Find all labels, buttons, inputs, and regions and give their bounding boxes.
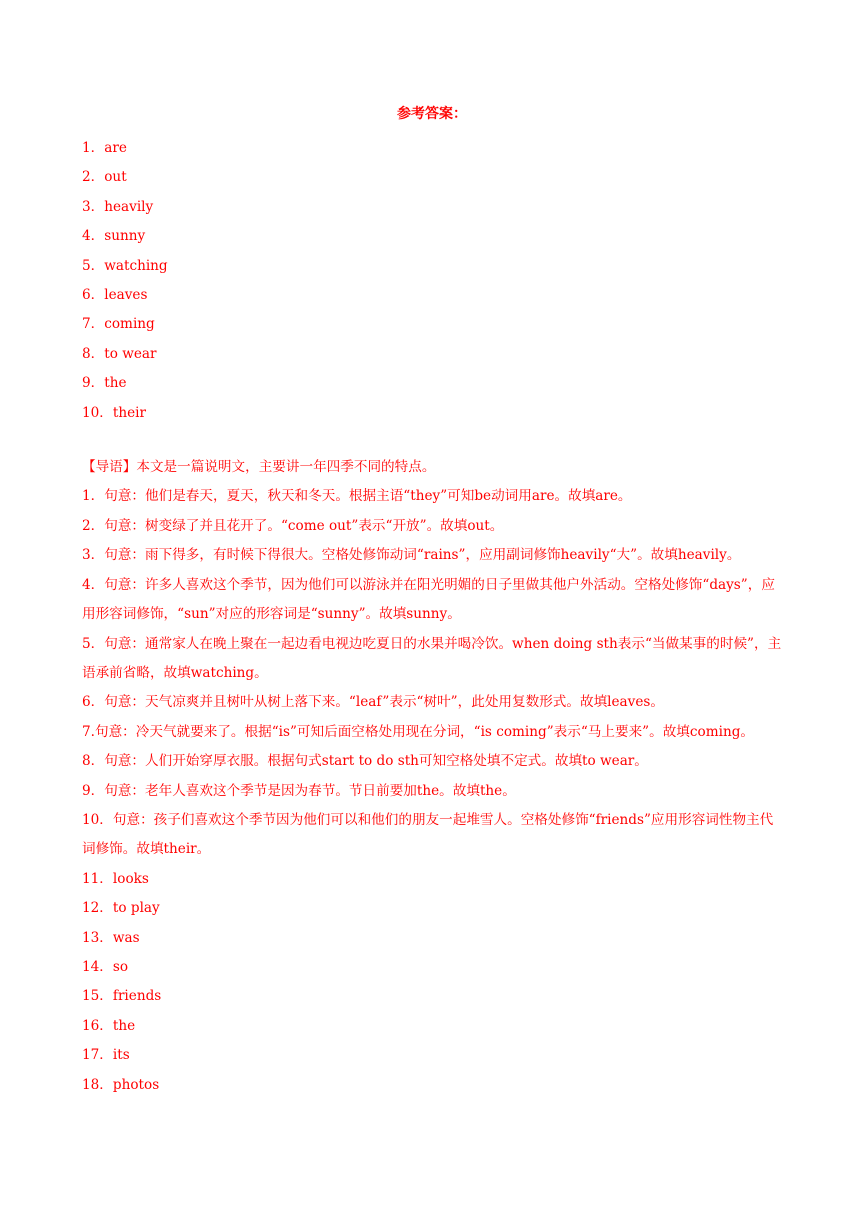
answer-item: 17．its [82,1047,130,1064]
answer-item: 3．heavily [82,198,154,215]
answer-item: 11．looks [82,870,149,887]
answer-item: 8．to wear [82,345,157,362]
explanation-item: 2．句意：树变绿了并且花开了。“come out”表示“开放”。故填out。 [82,517,504,534]
explanation-item: 1．句意：他们是春天，夏天，秋天和冬天。根据主语“they”可知be动词用are。故填are。 [82,488,632,505]
answer-item: 1．are [82,140,127,156]
explanation-item: 10．句意：孩子们喜欢这个季节因为他们可以和他们的朋友一起堆雪人。空格处修饰“friends”应用形容词性物主代词修饰。故填their。 [82,811,774,858]
answer-item: 10．their [82,404,147,421]
answer-item: 5．watching [82,257,168,274]
explanation-item: 4．句意：许多人喜欢这个季节，因为他们可以游泳并在阳光明媚的日子里做其他户外活动。空格处修饰“days”，应用形容词修饰，“sun”对应的形容词是“sunny”。故填sunny。 [82,576,775,623]
explanation-section [82,453,782,865]
answer-item: 12．to play [82,900,160,917]
page-title: 参考答案： [397,106,467,122]
answer-item: 9．the [82,375,127,392]
explanation-item: 5．句意：通常家人在晚上聚在一起边看电视边吃夏日的水果并喝冷饮。when doing sth表示“当做某事的时候”，主语承前省略，故填watching。 [82,635,782,681]
answer-item: 2．out [82,169,127,186]
answer-item: 18．photos [82,1076,160,1093]
answer-item: 4．sunny [82,228,146,245]
answer-item: 15．friends [82,988,162,1005]
answer-key-page [82,104,782,1100]
answer-item: 14．so [82,958,129,975]
answer-item: 6．leaves [82,287,148,304]
explanation-item: 8．句意：人们开始穿厚衣服。根据句式start to do sth可知空格处填不定式。故填to wear。 [82,753,648,770]
explanation-item: 6．句意：天气凉爽并且树叶从树上落下来。“leaf”表示“树叶”，此处用复数形式。故填leaves。 [82,694,664,711]
answer-item: 7．coming [82,316,155,333]
answer-list-1-10 [82,134,782,428]
guide-text: 【导语】本文是一篇说明文，主要讲一年四季不同的特点。 [82,459,436,476]
answer-item: 13．was [82,929,140,946]
answer-list-11-18 [82,865,782,1100]
explanation-item: 3．句意：雨下得多，有时候下得很大。空格处修饰动词“rains”，应用副词修饰heavily“大”。故填heavily。 [82,547,741,564]
explanation-item: 7.句意：冷天气就要来了。根据“is”可知后面空格处用现在分词，“is coming”表示“马上要来”。故填coming。 [82,723,754,740]
explanation-item: 9．句意：老年人喜欢这个季节是因为春节。节日前要加the。故填the。 [82,782,516,799]
answer-item: 16．the [82,1017,136,1034]
